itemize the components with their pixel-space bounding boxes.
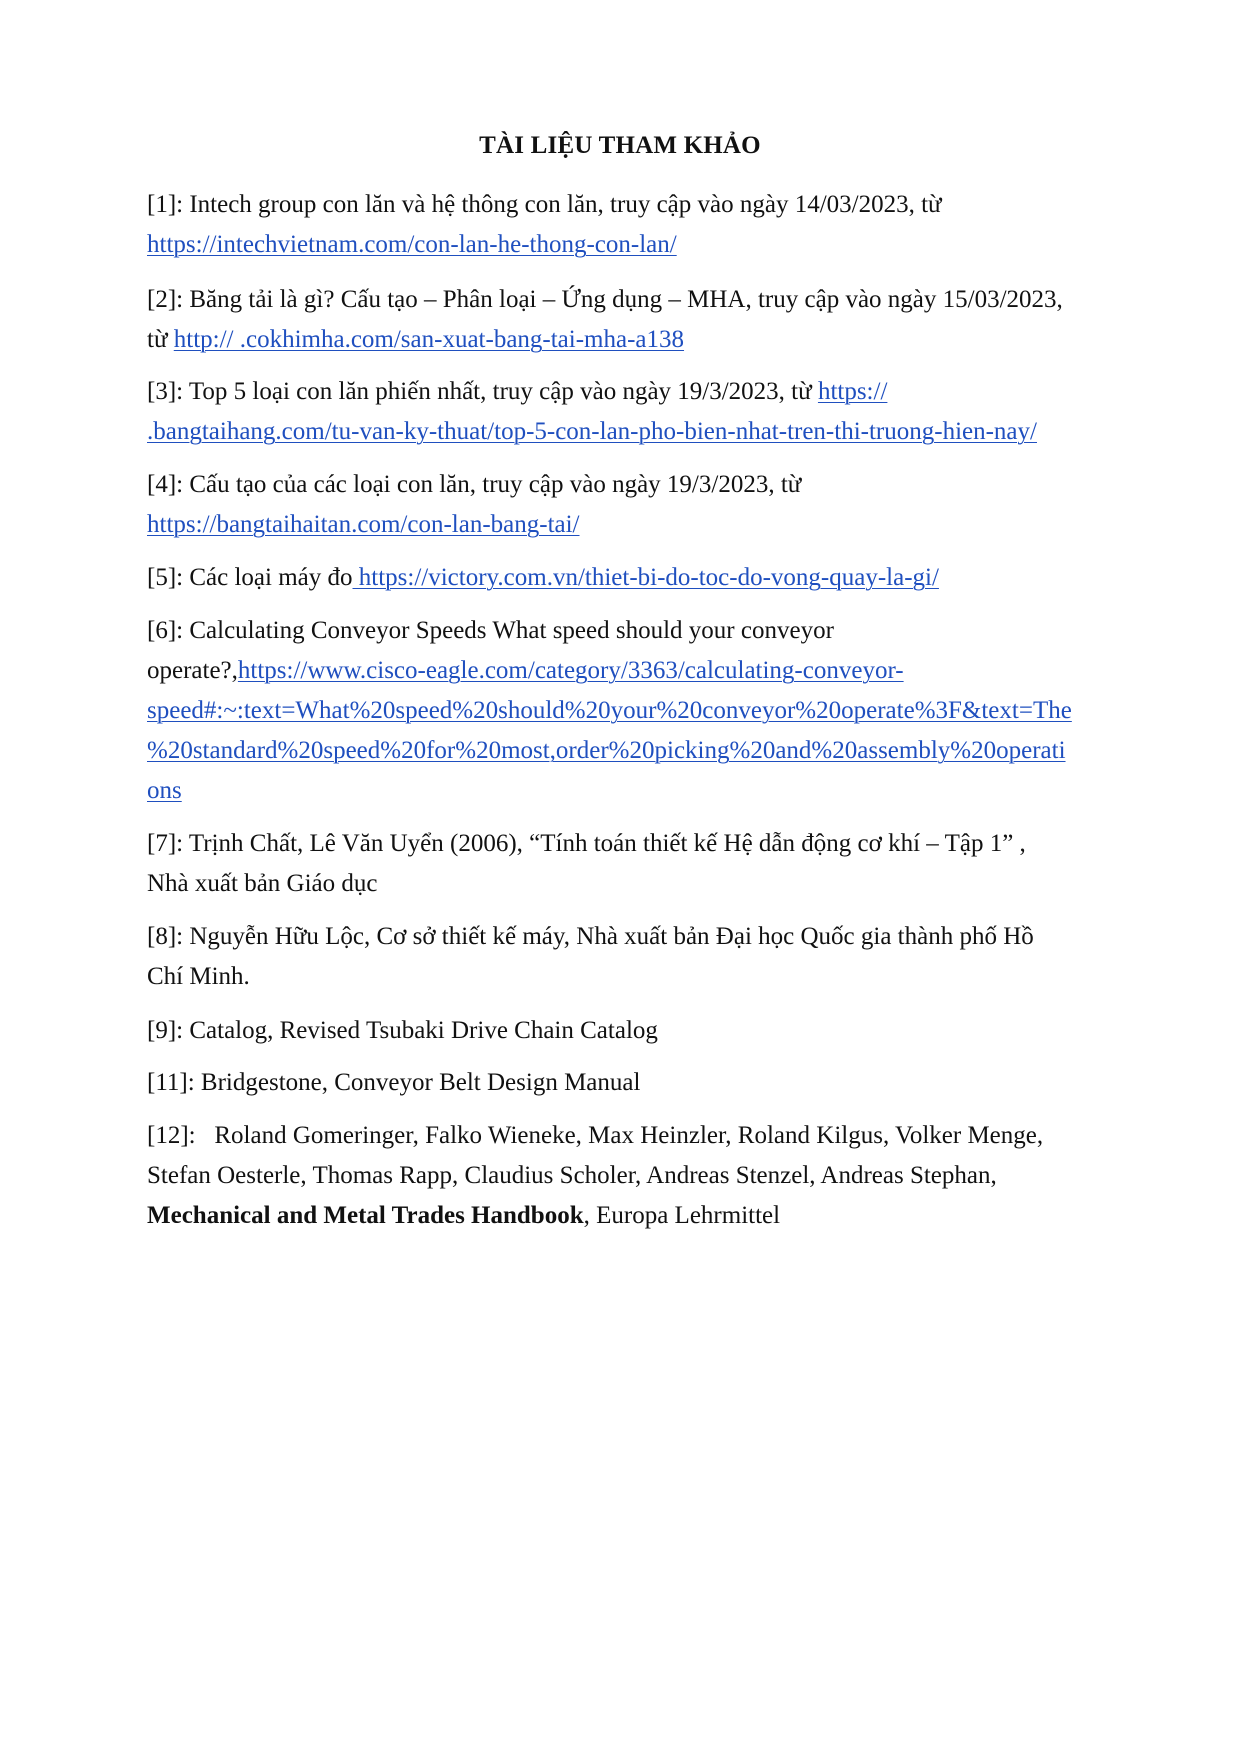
reference-7-line1: [7]: Trịnh Chất, Lê Văn Uyển (2006), “Tính toán thiết kế Hệ dẫn động cơ khí – Tập 1” , [147,830,1026,857]
reference-4 [147,465,1147,545]
reference-6-link-part4[interactable]: ons [147,777,182,804]
reference-3-link-part1[interactable]: https:// [817,378,888,405]
reference-12-line1: [12]: Roland Gomeringer, Falko Wieneke, Max Heinzler, Roland Kilgus, Volker Menge, [147,1122,1044,1149]
reference-12-line2: Stefan Oesterle, Thomas Rapp, Claudius Scholer, Andreas Stenzel, Andreas Stephan, [147,1162,997,1189]
page-title: TÀI LIỆU THAM KHẢO [479,132,761,159]
reference-12-book-title: Mechanical and Metal Trades Handbook [147,1202,584,1229]
reference-3-text: [3]: Top 5 loại con lăn phiến nhất, truy cập vào ngày 19/3/2023, từ [147,378,818,405]
reference-7-line2: Nhà xuất bản Giáo dục [147,870,378,897]
reference-2 [147,280,1147,360]
reference-5-link[interactable]: https://victory.com.vn/thiet-bi-do-toc-do-vong-quay-la-gi/ [352,564,939,591]
reference-2-link[interactable]: http:// .cokhimha.com/san-xuat-bang-tai-mha-a138 [173,326,685,353]
reference-3-link-part2[interactable]: .bangtaihang.com/tu-van-ky-thuat/top-5-con-lan-pho-bien-nhat-tren-thi-truong-hien-nay/ [147,418,1037,445]
reference-1-link[interactable]: https://intechvietnam.com/con-lan-he-thong-con-lan/ [147,231,677,258]
reference-4-text: [4]: Cấu tạo của các loại con lăn, truy cập vào ngày 19/3/2023, từ [147,471,802,498]
reference-5 [147,558,1147,598]
reference-6 [147,611,1147,811]
reference-2-text: [2]: Băng tải là gì? Cấu tạo – Phân loại – Ứng dụng – MHA, truy cập vào ngày 15/03/2023, [147,286,1063,313]
reference-9-line1: [9]: Catalog, Revised Tsubaki Drive Chain Catalog [147,1017,658,1044]
reference-6-link-part1[interactable]: https://www.cisco-eagle.com/category/3363/calculating-conveyor- [237,657,904,684]
reference-6-prefix: operate?, [147,657,238,684]
reference-9 [147,1011,1147,1051]
reference-8-line1: [8]: Nguyễn Hữu Lộc, Cơ sở thiết kế máy, Nhà xuất bản Đại học Quốc gia thành phố Hồ [147,923,1034,950]
reference-6-link-part2[interactable]: speed#:~:text=What%20speed%20should%20your%20conveyor%20operate%3F&text=The [147,697,1072,724]
reference-1 [147,185,1147,265]
reference-6-text: [6]: Calculating Conveyor Speeds What speed should your conveyor [147,617,834,644]
reference-8-line2: Chí Minh. [147,963,250,990]
reference-12 [147,1116,1147,1236]
reference-12-publisher: , Europa Lehrmittel [583,1202,781,1229]
reference-2-prefix: từ [147,326,174,353]
reference-5-text: [5]: Các loại máy đo [147,564,353,591]
reference-3 [147,372,1147,452]
reference-11-line1: [11]: Bridgestone, Conveyor Belt Design Manual [147,1069,641,1096]
reference-4-link[interactable]: https://bangtaihaitan.com/con-lan-bang-tai/ [147,511,580,538]
reference-1-text: [1]: Intech group con lăn và hệ thông con lăn, truy cập vào ngày 14/03/2023, từ [147,191,942,218]
reference-7 [147,824,1147,904]
reference-6-link-part3[interactable]: %20standard%20speed%20for%20most,order%20picking%20and%20assembly%20operati [147,737,1066,764]
reference-11 [147,1063,1147,1103]
reference-8 [147,917,1147,997]
